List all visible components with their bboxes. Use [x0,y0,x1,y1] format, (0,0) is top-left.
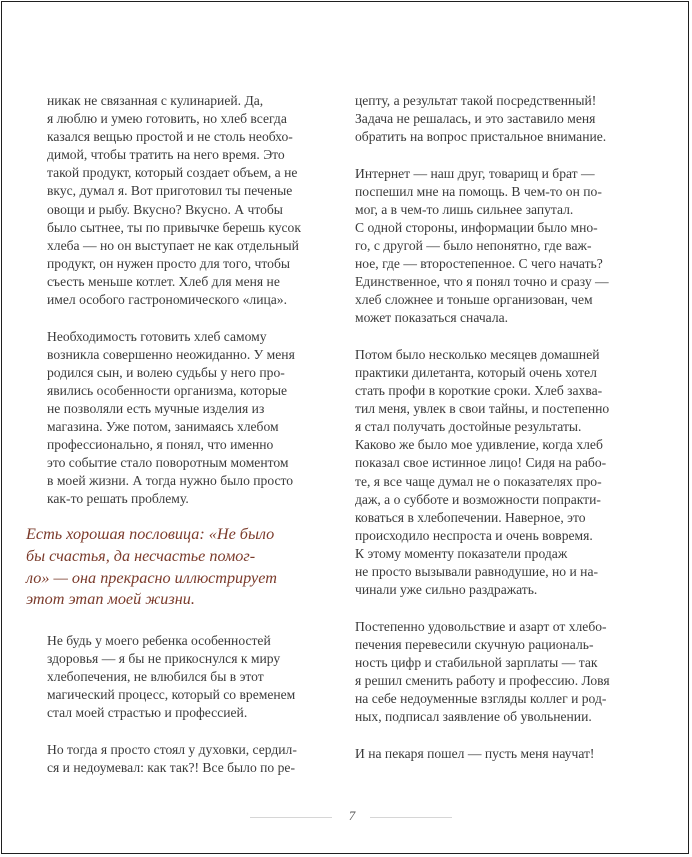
quote-line: Есть хорошая пословица: «Не было [26,525,275,544]
text-line: печения перевесили скучную рациональ- [355,636,594,652]
text-line: практики дилетанта, который очень хотел [355,365,597,380]
text-line: магический процесс, который со временем [47,687,296,703]
text-line: на себе недоуменные взгляды коллег и род- [355,690,607,706]
text-line: вкус, думал я. Вот приготовил ты печеные [47,183,293,199]
text-line: ных, подписал заявление об увольнении. [355,709,592,725]
text-line: Интернет — наш друг, товарищ и брат — [355,165,595,181]
text-line: происходило неспроста и очень вовремя. [355,527,593,543]
paragraph-right-3 [355,346,650,599]
book-page [1,1,689,854]
text-line: профессионально, я понял, что именно [47,437,274,453]
text-line: цепту, а результат такой посредственный! [355,93,597,108]
text-line: я люблю и умею готовить, но хлеб всегда [47,111,287,127]
paragraph-right-2 [355,165,650,328]
paragraph-gap [355,328,650,346]
paragraph-right-1 [355,92,650,146]
text-line: димой, чтобы тратить на него время. Это [47,147,285,163]
pull-quote [26,524,337,610]
text-line: Потом было несколько месяцев домашней [355,346,600,362]
text-line: я стал получать достойные результаты. [355,419,582,435]
text-line: магазина. Уже потом, занимаясь хлебом [47,418,279,434]
text-line: И на пекаря пошел — пусть меня научат! [355,745,595,761]
text-line: коваться в хлебопечении. Наверное, это [355,509,586,525]
quote-line: ло» — она прекрасно иллюстрирует [26,568,277,587]
text-line: Задача не решалась, и это заставило меня [355,111,596,127]
text-line: родился сын, и волею судьбы у него про- [47,364,285,380]
text-line: овощи и рыбу. Вкусно? Вкусно. А чтобы [47,201,283,217]
text-line: такой продукт, который создает объем, а не [47,165,298,181]
text-line: стал моей страстью и профессией. [47,705,248,721]
text-line: как-то решать проблему. [47,491,189,507]
text-line: в моей жизни. А тогда нужно было просто [47,473,294,489]
paragraph-left-1 [47,92,337,309]
text-line: те, я все чаще думал не о показателях про- [355,473,602,489]
text-line: показал свое истинное лицо! Сидя на рабо- [355,455,607,471]
left-column [26,92,337,777]
paragraph-right-5 [355,745,650,763]
paragraph-gap [47,611,337,632]
paragraph-gap [47,309,337,327]
text-line: никак не связанная с кулинарией. Да, [47,93,264,108]
footer-rule-left [250,817,332,818]
text-line: имел особого гастрономического «лица». [47,292,287,308]
text-line: не позволяли есть мучные изделия из [47,400,265,416]
text-line: К этому моменту показатели продаж [355,545,568,561]
text-line: продукт, он нужен просто для того, чтобы [47,255,290,271]
text-line: Каково же было мое удивление, когда хлеб [355,437,603,453]
text-line: хлеб сложнее и тоньше организован, чем [355,292,593,308]
text-line: здоровья — я бы не прикоснулся к миру [47,650,281,666]
paragraph-left-4 [47,741,337,777]
text-line: я решил сменить работу и профессию. Ловя [355,672,610,688]
text-line: тил меня, увлек в свои тайны, и постепенно [355,401,610,417]
paragraph-gap [47,508,337,524]
paragraph-left-2 [47,328,337,509]
paragraph-gap [355,599,650,617]
text-line: даж, а о субботе и возможности попракти- [355,491,601,507]
text-line: стать профи в короткие сроки. Хлеб захва- [355,383,603,399]
text-line: мог, а в чем-то лишь сильнее запутал. [355,201,574,217]
text-line: Постепенно удовольствие и азарт от хлебо- [355,618,607,634]
quote-line: этот этап моей жизни. [26,590,195,609]
text-line: Необходимость готовить хлеб самому [47,328,267,344]
text-line: может показаться сначала. [355,310,509,326]
text-line: го, с другой — было непонятно, где важ- [355,238,592,254]
paragraph-left-3 [47,632,337,722]
text-line: казался вещью простой и не столь необхо- [47,129,293,145]
text-line: Не будь у моего ребенка особенностей [47,632,271,648]
text-line: С одной стороны, информации было мно- [355,219,598,235]
paragraph-right-4 [355,618,650,727]
text-line: Единственное, что я понял точно и сразу — [355,274,609,290]
text-line: поспешил мне на помощь. В чем-то он по- [355,183,602,199]
text-line: не просто вызывали равнодушие, но и на- [355,564,599,580]
text-line: было сытнее, ты по привычке берешь кусок [47,219,301,235]
page-footer [2,807,688,827]
text-line: ное, где — второстепенное. С чего начать? [355,256,603,272]
text-line: это событие стало поворотным моментом [47,455,289,471]
quote-line: бы счастья, да несчастье помог- [26,547,256,566]
text-line: ся и недоумевал: как так?! Все было по ре- [47,759,295,775]
page-number: 7 [348,808,356,823]
text-line: Но тогда я просто стоял у духовки, сердил- [47,741,297,757]
paragraph-gap [47,722,337,740]
text-line: обратить на вопрос пристальное внимание. [355,129,607,145]
text-line: чинали уже сильно раздражать. [355,582,538,598]
text-line: хлеба — но он выступает не как отдельный [47,237,299,253]
text-line: съесть меньше котлет. Хлеб для меня не [47,273,280,289]
text-line: ность цифр и стабильной зарплаты — так [355,654,598,670]
right-column [355,92,650,763]
text-line: возникла совершенно неожиданно. У меня [47,346,295,362]
text-line: явились особенности организма, которые [47,382,288,398]
paragraph-gap [355,146,650,164]
text-line: хлебопечения, не влюбился бы в этот [47,669,264,685]
paragraph-gap [355,726,650,744]
footer-rule-right [370,817,452,818]
